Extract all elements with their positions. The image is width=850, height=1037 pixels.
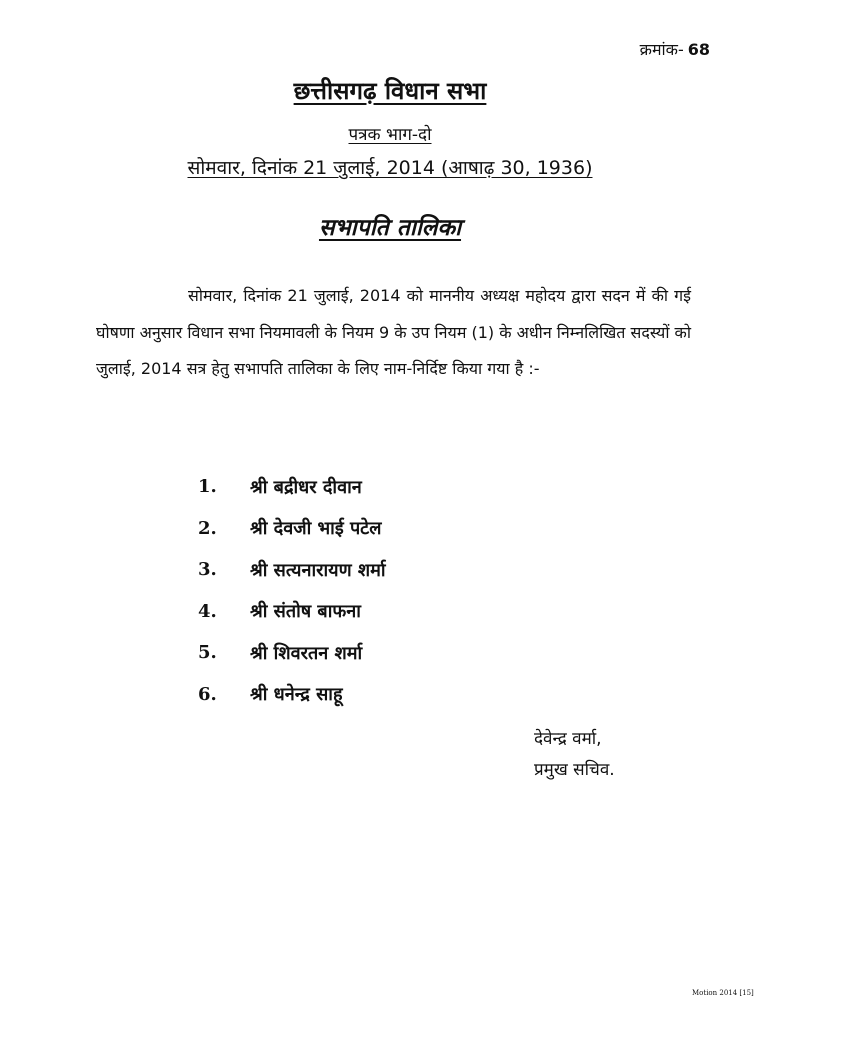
member-number: 5.: [198, 642, 217, 664]
serial-number: [640, 38, 710, 60]
date-line: सोमवार, दिनांक 21 जुलाई, 2014 (आषाढ़ 30, 1936): [187, 157, 593, 179]
member-item: [198, 632, 386, 674]
member-name: श्री संतोष बाफना: [250, 601, 361, 623]
member-item: [198, 508, 386, 550]
member-number: 3.: [198, 559, 217, 581]
serial-value: 68: [687, 40, 710, 59]
member-item: [198, 466, 386, 508]
announcement-paragraph: सोमवार, दिनांक 21 जुलाई, 2014 को माननीय अध्यक्ष महोदय द्वारा सदन में की गई घोषणा अनुसार विधान सभा नियमावली के नियम 9 के उप नियम (1) के अधीन निम्नलिखित सदस्यों को जुलाई, 2014 सत्र हेतु सभापति तालिका के लिए नाम-निर्दिष्ट किया गया है :-: [96, 286, 691, 378]
member-name: श्री शिवरतन शर्मा: [250, 642, 363, 664]
member-number: 2.: [198, 517, 217, 539]
member-name: श्री बद्रीधर दीवान: [250, 476, 362, 498]
member-item: [198, 674, 386, 716]
bulletin-part: पत्रक भाग-दो: [348, 125, 432, 145]
member-name: श्री धनेन्द्र साहू: [250, 684, 343, 706]
signatory-designation: प्रमुख सचिव.: [534, 760, 615, 780]
member-number: 6.: [198, 683, 217, 705]
assembly-title: छत्तीसगढ़ विधान सभा: [293, 77, 487, 105]
member-item: [198, 549, 386, 591]
member-item: [198, 591, 386, 633]
signature-block: [534, 724, 615, 786]
serial-label: क्रमांक-: [639, 40, 684, 59]
member-name: श्री देवजी भाई पटेल: [250, 518, 382, 540]
member-list: [198, 466, 386, 715]
member-name: श्री सत्यनारायण शर्मा: [250, 559, 386, 581]
member-number: 1.: [198, 476, 217, 498]
panel-heading: सभापति तालिका: [318, 215, 462, 241]
footer-code: Motion 2014 [15]: [692, 989, 754, 997]
member-number: 4.: [198, 600, 217, 622]
signatory-name: देवेन्द्र वर्मा,: [534, 729, 602, 749]
